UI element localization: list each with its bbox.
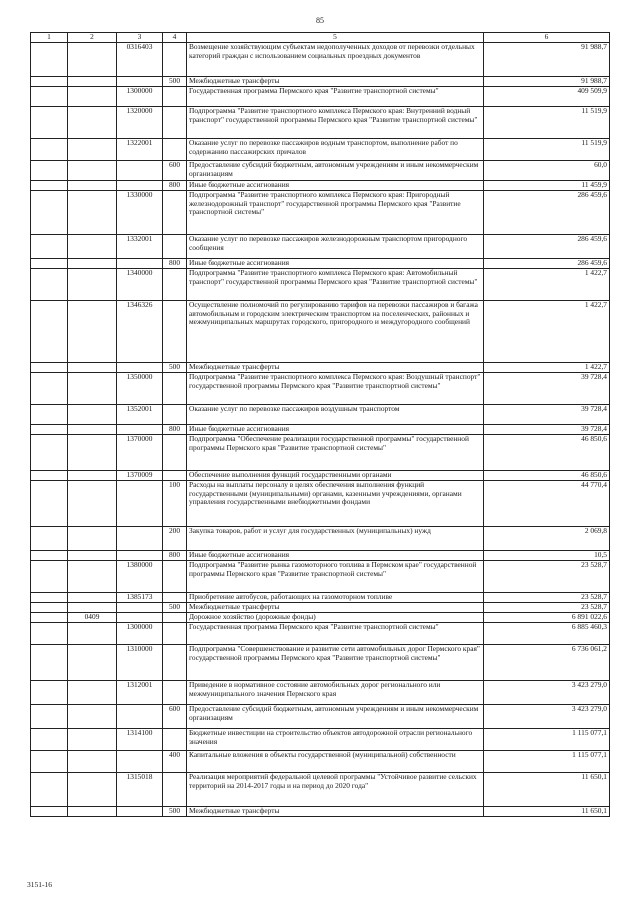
cell-amount: 3 423 279,0: [484, 681, 610, 705]
table-row: [31, 773, 610, 807]
cell-expense-type: [163, 191, 187, 235]
cell-col1: [31, 613, 68, 623]
cell-expense-type: [163, 471, 187, 481]
col-header-3: 3: [117, 33, 163, 43]
cell-expense-type: [163, 561, 187, 593]
cell-description: Государственная программа Пермского края "Развитие транспортной системы": [187, 623, 484, 645]
cell-section-code: [68, 705, 117, 729]
cell-amount: 1 115 077,1: [484, 751, 610, 773]
cell-expense-type: [163, 373, 187, 405]
table-row: [31, 807, 610, 817]
cell-description: Оказание услуг по перевозке пассажиров воздушным транспортом: [187, 405, 484, 425]
cell-description: Иные бюджетные ассигнования: [187, 551, 484, 561]
cell-expense-type: [163, 107, 187, 139]
cell-section-code: [68, 363, 117, 373]
cell-section-code: [68, 425, 117, 435]
cell-col1: [31, 773, 68, 807]
cell-description: Оказание услуг по перевозке пассажиров железнодорожным транспортом пригородного сообщения: [187, 235, 484, 259]
cell-amount: 1 115 077,1: [484, 729, 610, 751]
cell-target-code: 1330000: [117, 191, 163, 235]
cell-amount: 91 988,7: [484, 43, 610, 77]
table-row: [31, 705, 610, 729]
cell-target-code: 1320000: [117, 107, 163, 139]
table-row: [31, 681, 610, 705]
cell-section-code: [68, 729, 117, 751]
cell-expense-type: [163, 235, 187, 259]
cell-section-code: [68, 481, 117, 527]
cell-amount: 11 650,1: [484, 773, 610, 807]
cell-expense-type: [163, 405, 187, 425]
cell-col1: [31, 235, 68, 259]
cell-col1: [31, 623, 68, 645]
cell-expense-type: [163, 593, 187, 603]
cell-description: Подпрограмма "Развитие транспортного комплекса Пермского края: Воздушный транспорт" государственной программы Пермского края "Развитие транспортной системы": [187, 373, 484, 405]
cell-target-code: [117, 603, 163, 613]
cell-target-code: 1310000: [117, 645, 163, 681]
cell-target-code: 1352001: [117, 405, 163, 425]
table-row: [31, 235, 610, 259]
cell-expense-type: [163, 645, 187, 681]
cell-col1: [31, 191, 68, 235]
cell-description: Оказание услуг по перевозке пассажиров водным транспортом, выполнение работ по содержанию пассажирских причалов: [187, 139, 484, 161]
cell-expense-type: [163, 729, 187, 751]
table-row: [31, 191, 610, 235]
cell-section-code: [68, 603, 117, 613]
cell-target-code: [117, 363, 163, 373]
cell-section-code: [68, 527, 117, 551]
cell-description: Межбюджетные трансферты: [187, 363, 484, 373]
cell-amount: 11 519,9: [484, 107, 610, 139]
cell-section-code: [68, 471, 117, 481]
col-header-6: 6: [484, 33, 610, 43]
cell-expense-type: 100: [163, 481, 187, 527]
cell-col1: [31, 729, 68, 751]
table-row: [31, 729, 610, 751]
cell-section-code: [68, 107, 117, 139]
cell-target-code: [117, 259, 163, 269]
cell-amount: 60,0: [484, 161, 610, 181]
cell-target-code: [117, 481, 163, 527]
cell-description: Подпрограмма "Развитие транспортного комплекса Пермского края: Автомобильный транспорт" государственной программы Пермского края "Развитие транспортной системы": [187, 269, 484, 301]
cell-amount: 2 069,8: [484, 527, 610, 551]
cell-col1: [31, 139, 68, 161]
cell-section-code: [68, 645, 117, 681]
cell-col1: [31, 561, 68, 593]
cell-description: Подпрограмма "Развитие рынка газомоторного топлива в Пермском крае" государственной программы Пермского края "Развитие транспортной системы": [187, 561, 484, 593]
cell-section-code: [68, 161, 117, 181]
table-row: [31, 623, 610, 645]
cell-target-code: 1315018: [117, 773, 163, 807]
cell-description: Бюджетные инвестиции на строительство объектов автодорожной отрасли регионального значения: [187, 729, 484, 751]
cell-amount: 10,5: [484, 551, 610, 561]
cell-target-code: 1300000: [117, 87, 163, 107]
cell-col1: [31, 405, 68, 425]
cell-col1: [31, 107, 68, 139]
cell-target-code: 1350000: [117, 373, 163, 405]
table-row: [31, 527, 610, 551]
cell-amount: 46 850,6: [484, 435, 610, 471]
footer-code: 3151-16: [27, 880, 52, 889]
cell-target-code: 1322001: [117, 139, 163, 161]
cell-description: Капитальные вложения в объекты государственной (муниципальной) собственности: [187, 751, 484, 773]
cell-target-code: 1300000: [117, 623, 163, 645]
cell-expense-type: 500: [163, 807, 187, 817]
cell-col1: [31, 481, 68, 527]
cell-section-code: [68, 807, 117, 817]
cell-section-code: [68, 405, 117, 425]
cell-description: Приобретение автобусов, работающих на газомоторном топливе: [187, 593, 484, 603]
cell-target-code: 1370000: [117, 435, 163, 471]
cell-target-code: [117, 751, 163, 773]
cell-description: Подпрограмма "Совершенствование и развитие сети автомобильных дорог Пермского края" государственной программы Пермского края "Развитие транспортной системы": [187, 645, 484, 681]
table-row: [31, 593, 610, 603]
table-row: [31, 181, 610, 191]
table-row: [31, 301, 610, 363]
cell-amount: 1 422,7: [484, 363, 610, 373]
cell-expense-type: [163, 613, 187, 623]
cell-description: Дорожное хозяйство (дорожные фонды): [187, 613, 484, 623]
cell-amount: 39 728,4: [484, 405, 610, 425]
cell-description: Подпрограмма "Развитие транспортного комплекса Пермского края: Внутренний водный транспорт" государственной программы Пермского края "Развитие транспортной системы": [187, 107, 484, 139]
cell-amount: 46 850,6: [484, 471, 610, 481]
cell-col1: [31, 645, 68, 681]
cell-expense-type: 200: [163, 527, 187, 551]
cell-section-code: [68, 751, 117, 773]
cell-section-code: [68, 301, 117, 363]
cell-col1: [31, 425, 68, 435]
cell-col1: [31, 593, 68, 603]
cell-expense-type: [163, 269, 187, 301]
table-row: [31, 435, 610, 471]
cell-description: Иные бюджетные ассигнования: [187, 259, 484, 269]
cell-section-code: [68, 681, 117, 705]
cell-section-code: [68, 181, 117, 191]
cell-target-code: [117, 807, 163, 817]
cell-expense-type: [163, 773, 187, 807]
cell-description: Возмещение хозяйствующим субъектам недополученных доходов от перевозки отдельных категорий граждан с использованием социальных проездных документов: [187, 43, 484, 77]
table-row: [31, 363, 610, 373]
cell-col1: [31, 435, 68, 471]
table-row: [31, 613, 610, 623]
cell-expense-type: 600: [163, 161, 187, 181]
cell-expense-type: 800: [163, 551, 187, 561]
table-body: [31, 43, 610, 817]
cell-target-code: [117, 181, 163, 191]
cell-description: Приведение в нормативное состояние автомобильных дорог регионального или межмуниципального значения Пермского края: [187, 681, 484, 705]
cell-description: Межбюджетные трансферты: [187, 77, 484, 87]
cell-target-code: 1370009: [117, 471, 163, 481]
cell-amount: 39 728,4: [484, 425, 610, 435]
table-row: [31, 425, 610, 435]
cell-description: Расходы на выплаты персоналу в целях обеспечения выполнения функций государственными (муниципальными) органами, казенными учреждениями, органами управления государственными внебюджетными фондами: [187, 481, 484, 527]
page-number: 85: [316, 16, 324, 25]
table-row: [31, 373, 610, 405]
cell-target-code: [117, 705, 163, 729]
cell-description: Обеспечение выполнения функций государственными органами: [187, 471, 484, 481]
table-row: [31, 259, 610, 269]
cell-expense-type: [163, 87, 187, 107]
cell-col1: [31, 181, 68, 191]
cell-target-code: 1332001: [117, 235, 163, 259]
cell-amount: 286 459,6: [484, 235, 610, 259]
cell-expense-type: 500: [163, 603, 187, 613]
cell-col1: [31, 363, 68, 373]
cell-amount: 286 459,6: [484, 191, 610, 235]
table-row: [31, 603, 610, 613]
cell-col1: [31, 77, 68, 87]
cell-description: Предоставление субсидий бюджетным, автономным учреждениям и иным некоммерческим организациям: [187, 161, 484, 181]
cell-col1: [31, 269, 68, 301]
cell-expense-type: [163, 681, 187, 705]
cell-col1: [31, 87, 68, 107]
cell-amount: 11 650,1: [484, 807, 610, 817]
cell-col1: [31, 807, 68, 817]
cell-expense-type: 800: [163, 425, 187, 435]
cell-description: Межбюджетные трансферты: [187, 603, 484, 613]
cell-col1: [31, 161, 68, 181]
cell-target-code: 1340000: [117, 269, 163, 301]
table-row: [31, 161, 610, 181]
table-row: [31, 269, 610, 301]
cell-col1: [31, 551, 68, 561]
cell-description: Закупка товаров, работ и услуг для государственных (муниципальных) нужд: [187, 527, 484, 551]
cell-col1: [31, 751, 68, 773]
table-row: [31, 751, 610, 773]
cell-target-code: 1346326: [117, 301, 163, 363]
cell-description: Осуществление полномочий по регулированию тарифов на перевозки пассажиров и багажа автомобильным и городским электрическим транспортом на поселенческих, районных и межмуниципальных маршрутах городского, пригородного и междугородного сообщений: [187, 301, 484, 363]
cell-description: Иные бюджетные ассигнования: [187, 181, 484, 191]
col-header-1: 1: [31, 33, 68, 43]
cell-expense-type: [163, 435, 187, 471]
cell-expense-type: 800: [163, 181, 187, 191]
cell-target-code: 1314100: [117, 729, 163, 751]
cell-target-code: [117, 77, 163, 87]
table-row: [31, 87, 610, 107]
cell-amount: 23 528,7: [484, 603, 610, 613]
cell-target-code: [117, 527, 163, 551]
cell-section-code: [68, 773, 117, 807]
cell-col1: [31, 43, 68, 77]
cell-section-code: [68, 87, 117, 107]
cell-amount: 39 728,4: [484, 373, 610, 405]
cell-col1: [31, 527, 68, 551]
cell-amount: 44 770,4: [484, 481, 610, 527]
cell-target-code: 1380000: [117, 561, 163, 593]
cell-section-code: [68, 139, 117, 161]
cell-description: Государственная программа Пермского края "Развитие транспортной системы": [187, 87, 484, 107]
cell-col1: [31, 301, 68, 363]
cell-section-code: 0409: [68, 613, 117, 623]
cell-description: Предоставление субсидий бюджетным, автономным учреждениям и иным некоммерческим организациям: [187, 705, 484, 729]
cell-expense-type: [163, 301, 187, 363]
cell-expense-type: [163, 43, 187, 77]
cell-section-code: [68, 269, 117, 301]
cell-section-code: [68, 259, 117, 269]
column-number-row: [31, 33, 610, 43]
cell-amount: 409 509,9: [484, 87, 610, 107]
cell-amount: 23 528,7: [484, 593, 610, 603]
cell-col1: [31, 373, 68, 405]
cell-section-code: [68, 551, 117, 561]
cell-section-code: [68, 435, 117, 471]
table-row: [31, 139, 610, 161]
cell-target-code: [117, 551, 163, 561]
cell-col1: [31, 259, 68, 269]
cell-col1: [31, 705, 68, 729]
cell-amount: 6 891 022,6: [484, 613, 610, 623]
cell-target-code: [117, 425, 163, 435]
cell-amount: 1 422,7: [484, 269, 610, 301]
table-row: [31, 481, 610, 527]
cell-col1: [31, 603, 68, 613]
table-row: [31, 405, 610, 425]
cell-target-code: 1385173: [117, 593, 163, 603]
cell-section-code: [68, 623, 117, 645]
cell-expense-type: [163, 623, 187, 645]
cell-description: Межбюджетные трансферты: [187, 807, 484, 817]
cell-target-code: 0316403: [117, 43, 163, 77]
cell-expense-type: 600: [163, 705, 187, 729]
cell-description: Реализация мероприятий федеральной целевой программы "Устойчивое развитие сельских территорий на 2014-2017 годы и на период до 2020 года": [187, 773, 484, 807]
cell-section-code: [68, 43, 117, 77]
cell-amount: 23 528,7: [484, 561, 610, 593]
cell-amount: 6 736 061,2: [484, 645, 610, 681]
table-row: [31, 107, 610, 139]
cell-expense-type: 400: [163, 751, 187, 773]
cell-col1: [31, 471, 68, 481]
cell-amount: 11 519,9: [484, 139, 610, 161]
cell-amount: 1 422,7: [484, 301, 610, 363]
cell-amount: 286 459,6: [484, 259, 610, 269]
col-header-4: 4: [163, 33, 187, 43]
cell-description: Подпрограмма "Обеспечение реализации государственной программы" государственной программы Пермского края "Развитие транспортной системы": [187, 435, 484, 471]
cell-expense-type: 500: [163, 363, 187, 373]
cell-amount: 3 423 279,0: [484, 705, 610, 729]
table-row: [31, 645, 610, 681]
table-row: [31, 43, 610, 77]
cell-section-code: [68, 191, 117, 235]
col-header-5: 5: [187, 33, 484, 43]
cell-col1: [31, 681, 68, 705]
cell-description: Подпрограмма "Развитие транспортного комплекса Пермского края: Пригородный железнодорожный транспорт" государственной программы Пермского края "Развитие транспортной системы": [187, 191, 484, 235]
cell-expense-type: 800: [163, 259, 187, 269]
cell-expense-type: [163, 139, 187, 161]
table-row: [31, 561, 610, 593]
cell-target-code: 1312001: [117, 681, 163, 705]
col-header-2: 2: [68, 33, 117, 43]
table-row: [31, 551, 610, 561]
cell-section-code: [68, 77, 117, 87]
budget-table: [30, 32, 610, 817]
cell-amount: 11 459,9: [484, 181, 610, 191]
table-row: [31, 471, 610, 481]
cell-target-code: [117, 161, 163, 181]
cell-description: Иные бюджетные ассигнования: [187, 425, 484, 435]
cell-target-code: [117, 613, 163, 623]
cell-section-code: [68, 561, 117, 593]
cell-section-code: [68, 235, 117, 259]
cell-amount: 6 885 460,3: [484, 623, 610, 645]
cell-expense-type: 500: [163, 77, 187, 87]
cell-amount: 91 988,7: [484, 77, 610, 87]
cell-section-code: [68, 373, 117, 405]
cell-section-code: [68, 593, 117, 603]
table-row: [31, 77, 610, 87]
